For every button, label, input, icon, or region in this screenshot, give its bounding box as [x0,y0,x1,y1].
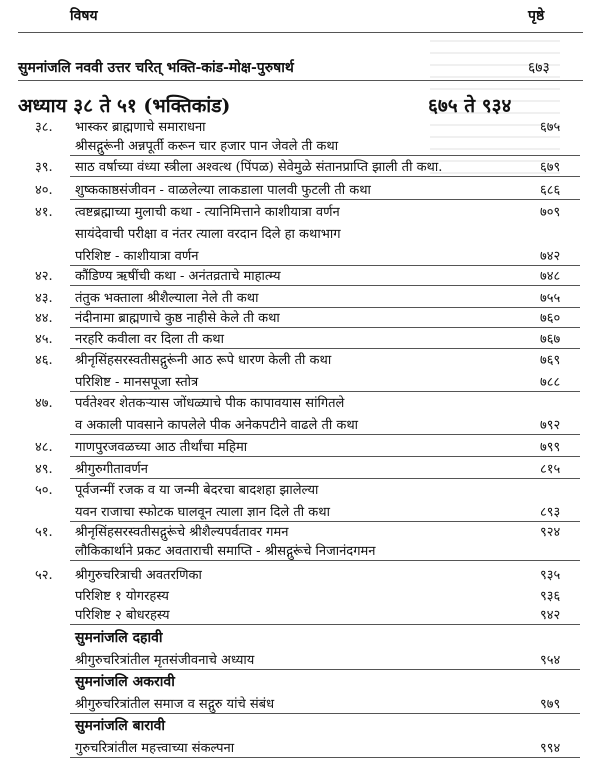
row-divider [70,624,580,625]
entry-number: ३९. [35,160,53,175]
section-entry: गुरुचरित्रांतील महत्त्वाच्या संकल्पना [75,741,235,756]
entry-number: ५२. [35,568,53,583]
row-divider [70,391,580,392]
row-divider [70,199,580,200]
header-page: पृष्ठे [528,8,545,24]
entry-number: ४२. [35,269,53,284]
entry-title: शुष्ककाष्ठसंजीवन - वाळलेल्या लाकडाला पालवी फुटली ती कथा [75,183,371,198]
entry-title: नंदीनामा ब्राह्मणाचे कुष्ठ नाहीसे केले ती कथा [75,311,280,326]
section-title: सुमनांजलि अकरावी [75,674,175,690]
entry-title: परिशिष्ट - काशीयात्रा वर्णन [75,249,199,264]
entry-page: ९४२ [540,608,561,623]
entry-number: ४६. [35,353,53,368]
entry-page: ७६९ [540,353,561,368]
entry-page: ९३६ [540,589,561,604]
entry-title: श्रीसद्गुरूंनी अन्नपूर्ती करून चार हजार पान जेवले ती कथा [75,139,339,154]
section-page: ९५४ [540,653,561,668]
entry-title: नरहरि कवीला वर दिला ती कथा [75,332,224,347]
row-divider [70,285,580,286]
entry-page: ७०९ [540,205,561,220]
part-title: सुमनांजलि नववी उत्तर चरित् भक्ति-कांड-मोक्ष-पुरुषार्थ [18,60,294,76]
entry-number: ४१. [35,205,53,220]
entry-page: ७९२ [540,418,561,433]
row-divider [70,478,580,479]
section-page: ९७९ [540,697,561,712]
entry-page: ९३५ [540,568,561,583]
entry-title: कौंडिण्य ऋषींची कथा - अनंतव्रताचे माहात्म्य [75,269,281,284]
entry-page: ६७५ [540,120,561,135]
entry-title: श्रीगुरुगीतावर्णन [75,462,148,477]
section-divider [70,713,580,714]
entry-number: ४४. [35,311,53,326]
entry-title: परिशिष्ट १ योगरहस्य [75,589,169,604]
chapter-page-range: ६७५ ते ९३४ [428,95,512,117]
section-divider [70,669,580,670]
entry-number: ५०. [35,483,53,498]
row-divider [70,155,580,156]
section-divider [70,757,580,758]
entry-number: ४३. [35,291,53,306]
row-divider [70,327,580,328]
entry-page: ७६७ [540,332,561,347]
entry-page: ८१५ [540,462,561,477]
entry-title: व अकाली पावसाने कापलेले पीक अनेकपटीने वाढले ती कथा [75,418,359,433]
header-subject: विषय [70,8,98,24]
section-title: सुमनांजलि बारावी [75,718,165,734]
entry-title: तंतुक भक्ताला श्रीशैल्याला नेले ती कथा [75,291,259,306]
header-rule [18,32,583,33]
entry-number: ५१. [35,525,53,540]
row-divider [70,560,580,561]
entry-page: ७९९ [540,440,561,455]
entry-title: परिशिष्ट २ बोधरहस्य [75,608,170,623]
section-title: सुमनांजलि दहावी [75,630,163,646]
entry-page: ६८६ [540,183,561,198]
entry-page: ६७९ [540,160,561,175]
row-divider [70,176,580,177]
entry-page: ८९३ [540,505,561,520]
entry-number: ३८. [35,120,53,135]
row-divider [70,434,580,435]
entry-page: ९२४ [540,525,561,540]
entry-page: ७५५ [540,291,561,306]
entry-title: भास्कर ब्राह्मणाचे समाराधना [75,120,206,135]
entry-title: श्रीगुरुचरित्राची अवतरणिका [75,568,202,583]
entry-number: ४५. [35,332,53,347]
entry-number: ४७. [35,396,53,411]
section-entry: श्रीगुरुचरित्रांतील समाज व सद्गुरु यांचे संबंध [75,697,275,712]
part-rule [18,80,583,81]
entry-page: ७४२ [540,249,561,264]
row-divider [70,456,580,457]
entry-title: श्रीनृसिंहसरस्वतीसद्गुरूंनी आठ रूपे धारण केली ती कथा [75,353,332,368]
entry-number: ४८. [35,440,53,455]
entry-title: सायंदेवाची परीक्षा व नंतर त्याला वरदान दिले हा कथाभाग [75,227,341,242]
row-divider [70,348,580,349]
entry-title: गाणपुरजवळच्या आठ तीर्थांचा महिमा [75,440,248,455]
entry-title: लौकिकार्थाने प्रकट अवताराची समाप्ति - श्रीसद्गुरूंचे निजानंदगमन [75,544,376,559]
entry-number: ४९. [35,462,53,477]
entry-page: ७६० [540,311,561,326]
entry-title: पर्वतेश्वर शेतकऱ्यास जोंधळ्याचे पीक कापावयास सांगितले [75,396,345,411]
chapter-heading: अध्याय ३८ ते ५१ (भक्तिकांड) [18,95,231,117]
part-page: ६७३ [528,60,550,76]
entry-title: साठ वर्षाच्या वंध्या स्त्रीला अश्वत्थ (पिंपळ) सेवेमुळे संतानप्राप्ति झाली ती कथा. [75,160,443,175]
entry-number: ४०. [35,183,53,198]
entry-title: यवन राजाचा स्फोटक घालवून त्याला ज्ञान दिले ती कथा [75,505,330,520]
entry-title: परिशिष्ट - मानसपूजा स्तोत्र [75,375,199,390]
entry-title: त्वष्टब्रह्माच्या मुलाची कथा - त्यानिमित्ताने काशीयात्रा वर्णन [75,205,340,220]
section-entry: श्रीगुरुचरित्रांतील मृतसंजीवनाचे अध्याय [75,653,255,668]
entry-page: ७४८ [540,269,561,284]
entry-title: पूर्वजन्मीं रजक व या जन्मी बेदरचा बादशहा झालेल्या [75,483,319,498]
entry-page: ७८८ [540,375,561,390]
entry-title: श्रीनृसिंहसरस्वतीसद्गुरूंचे श्रीशैल्यपर्वतावर गमन [75,525,289,540]
section-page: ९९४ [540,741,561,756]
